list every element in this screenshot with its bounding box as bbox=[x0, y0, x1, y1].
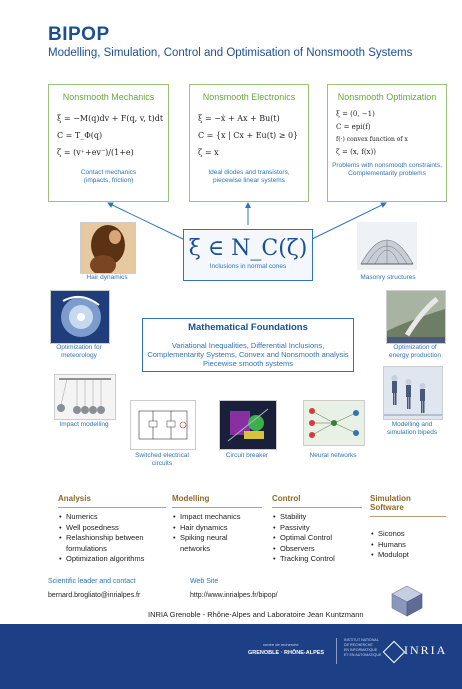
leader-email[interactable]: bernard.brogliato@inrialpes.fr bbox=[48, 592, 141, 599]
list-item: • Siconos bbox=[378, 529, 446, 540]
neural-caption: Neural networks bbox=[309, 452, 357, 459]
impact-image bbox=[54, 374, 116, 420]
breaker-image bbox=[219, 400, 277, 450]
mechanics-note1: Contact mechanics bbox=[80, 169, 137, 176]
list-item-continuation: networks bbox=[180, 543, 211, 553]
mechanics-eq2: C = T_Φ(q) bbox=[57, 131, 103, 140]
list-item: • Spiking neural bbox=[180, 533, 262, 544]
optimization-note2: Complementarity problems bbox=[348, 170, 426, 177]
meteorology-caption-1: Optimization for bbox=[56, 344, 102, 351]
hair-image bbox=[80, 222, 136, 274]
math-line3: Piecewise smooth systems bbox=[202, 359, 294, 368]
leader-label: Scientific leader and contact bbox=[48, 578, 136, 585]
modelling-list bbox=[172, 512, 262, 554]
list-item: • Optimal Control bbox=[280, 533, 362, 544]
footer-divider bbox=[336, 638, 337, 664]
list-item: • Well posedness bbox=[66, 523, 166, 534]
bipeds-image bbox=[383, 366, 443, 420]
electronics-eq2: C = {x | Cx + Eu(t) ≥ 0} bbox=[198, 131, 299, 140]
page-title: BIPOP bbox=[48, 24, 110, 45]
list-item: • Hair dynamics bbox=[180, 523, 262, 534]
list-item: • Optimization algorithms bbox=[66, 554, 166, 565]
optimization-note1: Problems with nonsmooth constraints, bbox=[332, 162, 442, 169]
circuits-caption-1: Switched electrical bbox=[135, 452, 189, 459]
list-item: • Relashionship between bbox=[66, 533, 166, 544]
math-foundations-box bbox=[142, 318, 354, 372]
masonry-caption: Masonry structures bbox=[360, 274, 416, 281]
impact-caption: Impact modelling bbox=[59, 421, 109, 428]
list-item: • Impact mechanics bbox=[180, 512, 262, 523]
list-item: • Stability bbox=[280, 512, 362, 523]
center-formula-box bbox=[183, 229, 313, 281]
mechanics-note2: (impacts, friction) bbox=[83, 177, 134, 184]
energy-caption-2: energy production bbox=[388, 352, 442, 359]
circuits-image bbox=[130, 400, 196, 450]
meteorology-caption-2: meteorology bbox=[61, 352, 97, 359]
math-line2: Complementarity Systems, Convex and Nonsmooth analysis bbox=[147, 350, 349, 359]
analysis-divider bbox=[58, 507, 166, 508]
footer-band bbox=[0, 624, 462, 689]
footer-grenoble: GRENOBLE · RHÔNE-ALPES bbox=[248, 650, 325, 656]
software-divider bbox=[370, 516, 446, 517]
website-label: Web Site bbox=[190, 578, 219, 585]
list-item: • Humans bbox=[378, 540, 446, 551]
analysis-column bbox=[58, 494, 166, 565]
meteorology-image bbox=[50, 290, 110, 344]
math-line1: Variational Inequalities, Differential Inclusions, bbox=[171, 341, 325, 350]
electronics-note1: Ideal diodes and transistors, bbox=[208, 169, 290, 176]
optimization-eq3: f(·) convex function of x bbox=[336, 136, 408, 143]
control-column bbox=[272, 494, 362, 565]
hair-caption: Hair dynamics bbox=[86, 274, 128, 281]
energy-image bbox=[386, 290, 446, 344]
page-subtitle: Modelling, Simulation, Control and Optimisation of Nonsmooth Systems bbox=[48, 47, 413, 59]
math-title: Mathematical Foundations bbox=[188, 322, 308, 333]
control-divider bbox=[272, 507, 362, 508]
control-title: Control bbox=[272, 494, 301, 503]
masonry-image bbox=[357, 222, 417, 270]
optimization-eq1: ξ = (0, −1) bbox=[336, 110, 375, 118]
energy-caption-1: Optimization of bbox=[393, 344, 437, 351]
software-list bbox=[370, 529, 446, 561]
institution-line: INRIA Grenoble - Rhône-Alpes and Laboratoire Jean Kuntzmann bbox=[148, 610, 364, 619]
modelling-divider bbox=[172, 507, 262, 508]
circuits-caption-2: circuits bbox=[151, 460, 173, 467]
list-item: • Tracking Control bbox=[280, 554, 362, 565]
ljk-cube-logo bbox=[390, 584, 424, 618]
inria-logo-icon bbox=[383, 641, 406, 664]
electronics-title: Nonsmooth Electronics bbox=[202, 92, 296, 102]
analysis-list bbox=[58, 512, 166, 565]
control-list bbox=[272, 512, 362, 565]
electronics-eq3: ζ = x bbox=[198, 148, 219, 157]
footer-centre-label: centre de recherche bbox=[263, 642, 299, 647]
center-caption: Inclusions in normal cones bbox=[209, 263, 287, 270]
software-title: Simulation Software bbox=[370, 494, 411, 512]
electronics-eq1: ξ = −ẋ + Ax + Bu(t) bbox=[198, 114, 280, 123]
optimization-title: Nonsmooth Optimization bbox=[337, 92, 437, 102]
mechanics-eq1: ξ = −M(q)dv + F(q, v, t)dt bbox=[57, 114, 164, 123]
breaker-caption: Circuit breaker bbox=[225, 452, 269, 459]
optimization-eq4: ζ = (x, f(x)) bbox=[336, 148, 376, 156]
modelling-column bbox=[172, 494, 262, 554]
software-column bbox=[370, 494, 446, 561]
electronics-note2: piecewise linear systems bbox=[213, 177, 285, 184]
analysis-title: Analysis bbox=[58, 494, 91, 503]
mechanics-title: Nonsmooth Mechanics bbox=[62, 92, 155, 102]
modelling-title: Modelling bbox=[172, 494, 210, 503]
center-formula: ξ ∈ N_C(ζ) bbox=[188, 236, 308, 261]
list-item: • Numerics bbox=[66, 512, 166, 523]
list-item: • Passivity bbox=[280, 523, 362, 534]
bipeds-caption-2: simulation bipeds bbox=[386, 429, 438, 436]
bipeds-caption-1: Modelling and bbox=[391, 421, 433, 428]
optimization-eq2: C = epi(f) bbox=[336, 123, 371, 131]
mechanics-eq3: ζ = (v⁺+ev⁻)/(1+e) bbox=[57, 148, 134, 157]
footer-inria-lines: INSTITUT NATIONAL DE RECHERCHE EN INFORMATIQUE ET EN AUTOMATIQUE bbox=[344, 638, 382, 657]
footer-inria: INRIA bbox=[404, 643, 448, 657]
list-item: • Modulopt bbox=[378, 550, 446, 561]
list-item-continuation: formulations bbox=[66, 543, 107, 553]
neural-image bbox=[303, 400, 365, 446]
website-link[interactable]: http://www.inrialpes.fr/bipop/ bbox=[190, 592, 278, 599]
list-item: • Observers bbox=[280, 544, 362, 555]
